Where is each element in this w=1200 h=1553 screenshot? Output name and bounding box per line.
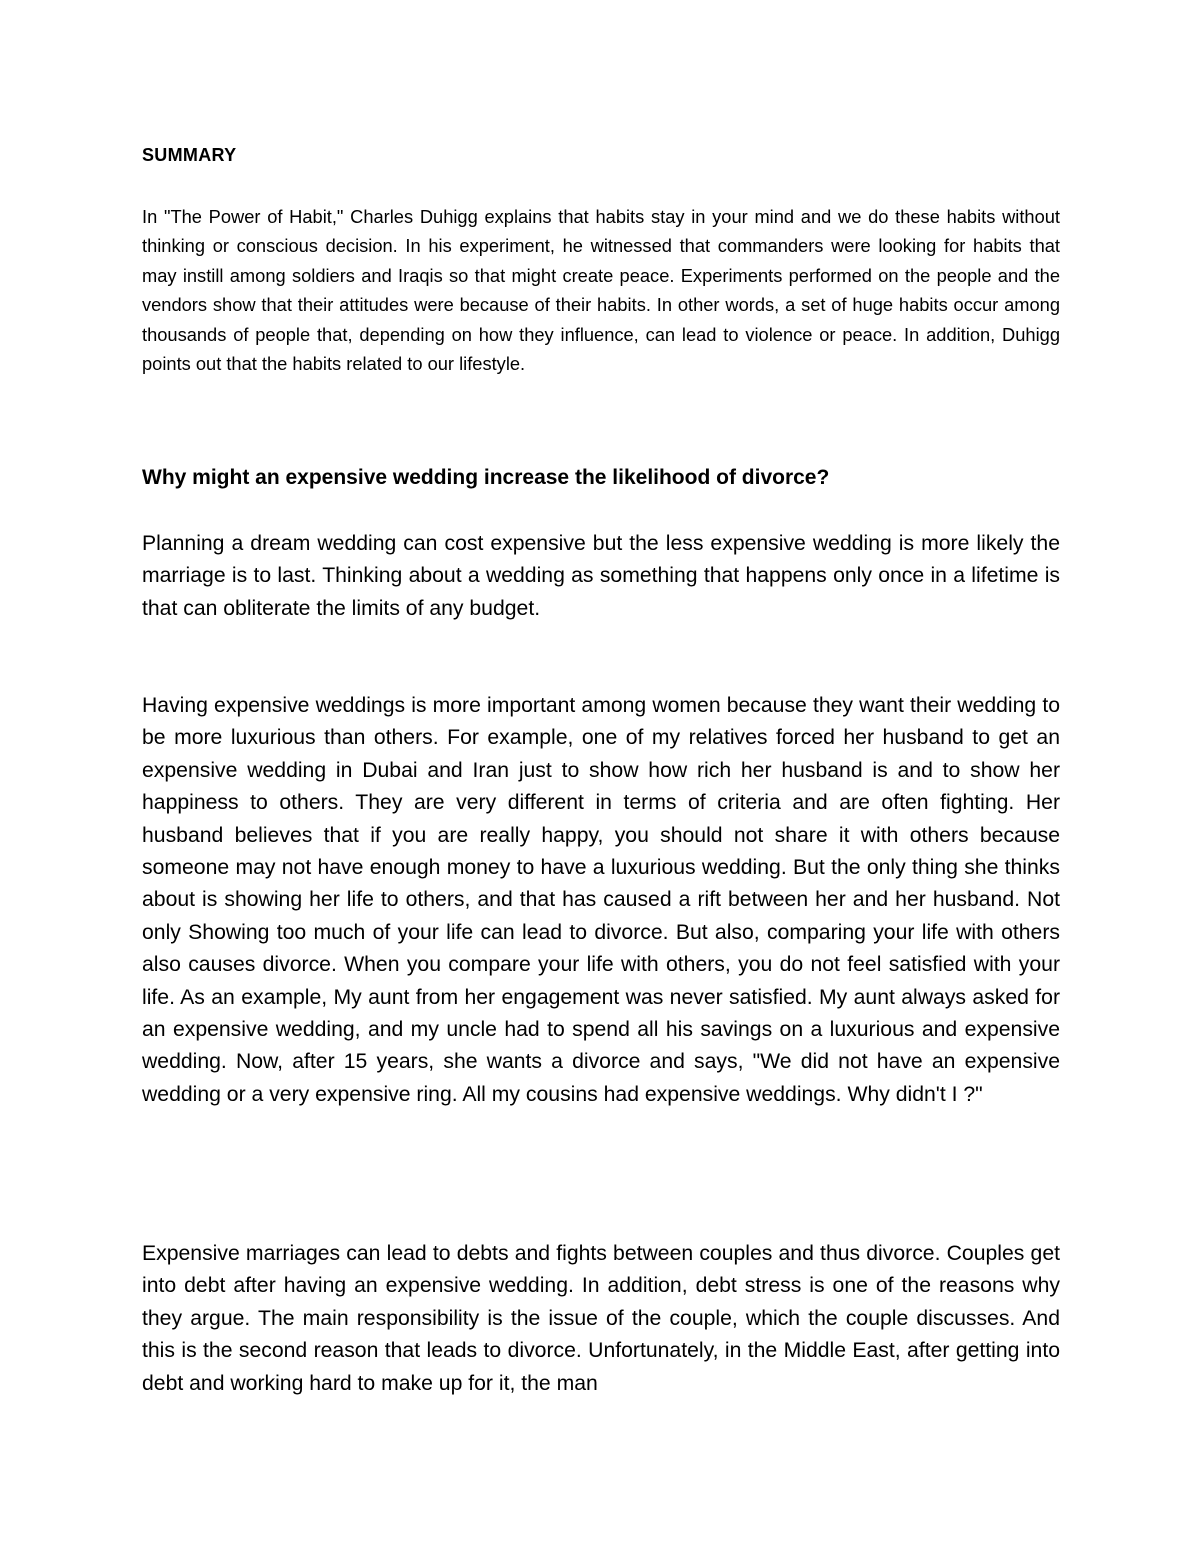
body-paragraph-2: Having expensive weddings is more important among women because they want their wedding to be more luxurious than others. For example, one of my relatives forced her husband to get an expensive wedding in Dubai and Iran just to show how rich her husband is and to show her happiness to others. They are very different in terms of criteria and are often fighting. Her husband believes that if you are really happy, you should not share it with others because someone may not have enough money to have a luxurious wedding. But the only thing she thinks about is showing her life to others, and that has caused a rift between her and her husband. Not only Showing too much of your life can lead to divorce. But also, comparing your life with others also causes divorce. When you compare your life with others, you do not feel satisfied with your life. As an example, My aunt from her engagement was never satisfied. My aunt always asked for an expensive wedding, and my uncle had to spend all his savings on a luxurious and expensive wedding. Now, after 15 years, she wants a divorce and says, "We did not have an expensive wedding or a very expensive ring. All my cousins had expensive weddings. Why didn't I ?" bbox=[142, 694, 1060, 1106]
body-paragraph-3: Expensive marriages can lead to debts and fights between couples and thus divorce. Couples get into debt after having an expensive wedding. In addition, debt stress is one of the reasons why they argue. The main responsibility is the issue of the couple, which the couple discusses. And this is the second reason that leads to divorce. Unfortunately, in the Middle East, after getting into debt and working hard to make up for it, the man bbox=[142, 1242, 1060, 1395]
summary-heading: SUMMARY bbox=[142, 145, 237, 165]
question-heading: Why might an expensive wedding increase the likelihood of divorce? bbox=[142, 466, 830, 489]
summary-paragraph: In "The Power of Habit," Charles Duhigg explains that habits stay in your mind and we do these habits without thinking or conscious decision. In his experiment, he witnessed that commanders were looking for habits that may instill among soldiers and Iraqis so that might create peace. Experiments performed on the people and the vendors show that their attitudes were because of their habits. In other words, a set of huge habits occur among thousands of people that, depending on how they influence, can lead to violence or peace. In addition, Duhigg points out that the habits related to our lifestyle. bbox=[142, 206, 1060, 375]
body-paragraph-1: Planning a dream wedding can cost expensive but the less expensive wedding is more likely the marriage is to last. Thinking about a wedding as something that happens only once in a lifetime is that can obliterate the limits of any budget. bbox=[142, 532, 1060, 620]
